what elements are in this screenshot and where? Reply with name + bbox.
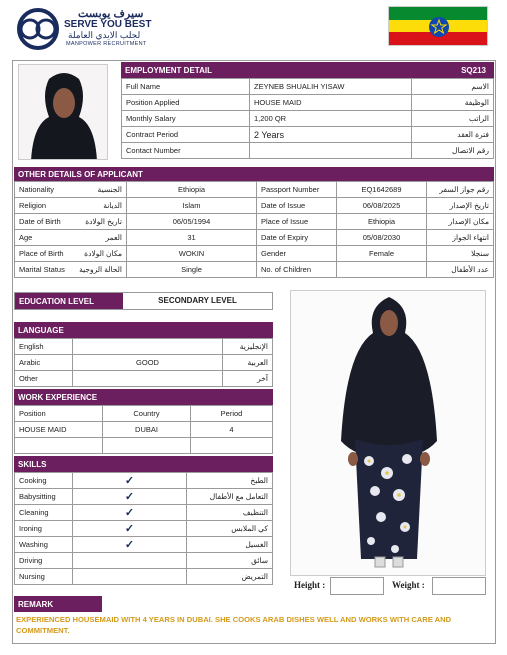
skill-check-cell: [73, 473, 187, 489]
skill-name-arabic: كي الملابس: [187, 521, 273, 537]
field-value: ZEYNEB SHUALIH YISAW: [250, 79, 412, 95]
work-column-header: Country: [103, 406, 191, 422]
detail-value: Ethiopia: [337, 214, 427, 230]
skill-check-cell: [73, 521, 187, 537]
detail-value: Single: [127, 262, 257, 278]
detail-label: Place of Issue: [257, 214, 337, 230]
skill-name-arabic: التعامل مع الأطفال: [187, 489, 273, 505]
skill-row: [15, 489, 273, 505]
field-label-arabic: الوظيفة: [412, 95, 494, 111]
work-title: WORK EXPERIENCE: [18, 392, 98, 402]
employment-row: [122, 95, 494, 111]
work-column-header: Period: [191, 406, 273, 422]
detail-value: [337, 262, 427, 278]
check-icon: ✓: [124, 539, 135, 551]
skill-check-cell: [73, 505, 187, 521]
skill-name-arabic: التنظيف: [187, 505, 273, 521]
logo-tagline: MANPOWER RECRUITMENT: [66, 41, 147, 47]
detail-row: [15, 262, 494, 278]
detail-label-arabic: انتهاء الجواز: [427, 230, 494, 246]
employment-title: EMPLOYMENT DETAIL: [125, 65, 212, 75]
work-header-row: [15, 406, 273, 422]
field-label: Contract Period: [122, 127, 250, 143]
check-icon: ✓: [124, 491, 135, 503]
skill-name: Ironing: [15, 521, 73, 537]
detail-label-arabic: عدد الأطفال: [427, 262, 494, 278]
language-row: [15, 371, 273, 387]
detail-value: EQ1642689: [337, 182, 427, 198]
language-table: [14, 338, 273, 387]
language-title: LANGUAGE: [18, 325, 64, 335]
skills-table: [14, 472, 273, 585]
skill-check-cell: [73, 489, 187, 505]
work-table: [14, 405, 273, 454]
detail-value: 06/05/1994: [127, 214, 257, 230]
work-cell: HOUSE MAID: [15, 422, 103, 438]
education-title: EDUCATION LEVEL: [15, 293, 123, 309]
skill-name-arabic: الطبخ: [187, 473, 273, 489]
language-name: Other: [15, 371, 73, 387]
field-label-arabic: الاسم: [412, 79, 494, 95]
detail-label-arabic: الديانة: [75, 198, 127, 214]
detail-label-arabic: مكان الإصدار: [427, 214, 494, 230]
check-icon: ✓: [124, 507, 135, 519]
detail-label-arabic: مكان الولادة: [75, 246, 127, 262]
field-label: Monthly Salary: [122, 111, 250, 127]
company-logo: [16, 8, 166, 50]
skill-row: [15, 473, 273, 489]
detail-label: Gender: [257, 246, 337, 262]
detail-label: Nationality: [15, 182, 75, 198]
detail-label: Place of Birth: [15, 246, 75, 262]
skill-name: Cleaning: [15, 505, 73, 521]
field-label: Contact Number: [122, 143, 250, 159]
language-level: [73, 339, 223, 355]
skill-row: [15, 505, 273, 521]
language-name-arabic: الإنجليزية: [223, 339, 273, 355]
detail-label-arabic: تاريخ الإصدار: [427, 198, 494, 214]
language-name: Arabic: [15, 355, 73, 371]
employment-row: [122, 143, 494, 159]
language-row: [15, 339, 273, 355]
ethiopia-flag: [388, 6, 488, 46]
detail-row: [15, 214, 494, 230]
detail-label: Religion: [15, 198, 75, 214]
detail-label-arabic: تاريخ الولادة: [75, 214, 127, 230]
field-value: 2 Years: [250, 127, 412, 143]
weight-label: Weight :: [392, 580, 425, 590]
detail-row: [15, 246, 494, 262]
field-label: Position Applied: [122, 95, 250, 111]
height-label: Height :: [294, 580, 326, 590]
remark-text: EXPERIENCED HOUSEMAID WITH 4 YEARS IN DUBAI. SHE COOKS ARAB DISHES WELL AND WORKS WITH CARE AND COMMITMENT.: [16, 615, 452, 635]
field-label-arabic: الراتب: [412, 111, 494, 127]
language-level: [73, 371, 223, 387]
skills-header: [14, 456, 273, 472]
field-label-arabic: رقم الاتصال: [412, 143, 494, 159]
logo-arabic-sub: لجلب الايدي العاملة: [68, 30, 141, 40]
detail-row: [15, 182, 494, 198]
detail-value: 06/08/2025: [337, 198, 427, 214]
field-label: Full Name: [122, 79, 250, 95]
detail-label: Date of Expiry: [257, 230, 337, 246]
field-value: [250, 143, 412, 159]
skill-name: Nursing: [15, 569, 73, 585]
detail-label-arabic: سنجلا: [427, 246, 494, 262]
check-icon: ✓: [124, 523, 135, 535]
skill-name-arabic: التمريض: [187, 569, 273, 585]
logo-english-name: SERVE YOU BEST: [64, 19, 152, 30]
detail-value: Ethiopia: [127, 182, 257, 198]
language-row: [15, 355, 273, 371]
detail-label-arabic: الحالة الزوجية: [75, 262, 127, 278]
detail-label: Age: [15, 230, 75, 246]
logo-arabic-name: سيرف يوبست: [78, 8, 144, 20]
employment-row: [122, 111, 494, 127]
skill-check-cell: [73, 553, 187, 569]
flag-emblem-icon: [427, 15, 451, 39]
detail-value: WOKIN: [127, 246, 257, 262]
skill-name: Driving: [15, 553, 73, 569]
detail-label: Marital Status: [15, 262, 75, 278]
work-cell: DUBAI: [103, 422, 191, 438]
skill-name: Babysitting: [15, 489, 73, 505]
remark-header: [14, 596, 102, 612]
detail-value: 31: [127, 230, 257, 246]
applicant-full-photo: [290, 290, 486, 576]
other-details-table: [14, 181, 494, 278]
skill-name-arabic: سائق: [187, 553, 273, 569]
skill-name: Cooking: [15, 473, 73, 489]
detail-value: 05/08/2030: [337, 230, 427, 246]
remark-title: REMARK: [18, 599, 54, 609]
reference-code: SQ213: [461, 65, 486, 75]
employment-table: [121, 78, 494, 159]
work-cell: [191, 438, 273, 454]
field-label-arabic: فترة العقد: [412, 127, 494, 143]
skill-row: [15, 569, 273, 585]
employment-row: [122, 79, 494, 95]
detail-label: No. of Children: [257, 262, 337, 278]
detail-label-arabic: الجنسية: [75, 182, 127, 198]
work-cell: 4: [191, 422, 273, 438]
employment-row: [122, 127, 494, 143]
employment-header: [121, 62, 494, 78]
work-column-header: Position: [15, 406, 103, 422]
weight-value-box: [432, 577, 486, 595]
measurements-row: [290, 577, 486, 595]
field-value: 1,200 QR: [250, 111, 412, 127]
skill-row: [15, 537, 273, 553]
detail-row: [15, 198, 494, 214]
skill-row: [15, 521, 273, 537]
language-name-arabic: آخر: [223, 371, 273, 387]
skills-title: SKILLS: [18, 459, 47, 469]
work-row: [15, 438, 273, 454]
detail-label: Date of Birth: [15, 214, 75, 230]
detail-label-arabic: العمر: [75, 230, 127, 246]
height-value-box: [330, 577, 384, 595]
skill-check-cell: [73, 537, 187, 553]
detail-value: Islam: [127, 198, 257, 214]
detail-label: Passport Number: [257, 182, 337, 198]
detail-label: Date of Issue: [257, 198, 337, 214]
education-value: SECONDARY LEVEL: [158, 296, 237, 305]
other-details-title: OTHER DETAILS OF APPLICANT: [18, 169, 143, 179]
work-row: [15, 422, 273, 438]
language-name: English: [15, 339, 73, 355]
detail-label-arabic: رقم جواز السفر: [427, 182, 494, 198]
field-value: HOUSE MAID: [250, 95, 412, 111]
language-level: GOOD: [73, 355, 223, 371]
skill-name-arabic: الغسيل: [187, 537, 273, 553]
skill-name: Washing: [15, 537, 73, 553]
work-cell: [15, 438, 103, 454]
other-details-header: [14, 167, 494, 181]
check-icon: ✓: [124, 475, 135, 487]
logo-emblem-icon: [16, 8, 60, 50]
language-name-arabic: العربية: [223, 355, 273, 371]
skill-check-cell: [73, 569, 187, 585]
language-header: [14, 322, 273, 338]
skill-row: [15, 553, 273, 569]
detail-value: Female: [337, 246, 427, 262]
work-cell: [103, 438, 191, 454]
education-row: [14, 292, 273, 310]
applicant-headshot: [18, 64, 108, 160]
detail-row: [15, 230, 494, 246]
work-header: [14, 389, 273, 405]
